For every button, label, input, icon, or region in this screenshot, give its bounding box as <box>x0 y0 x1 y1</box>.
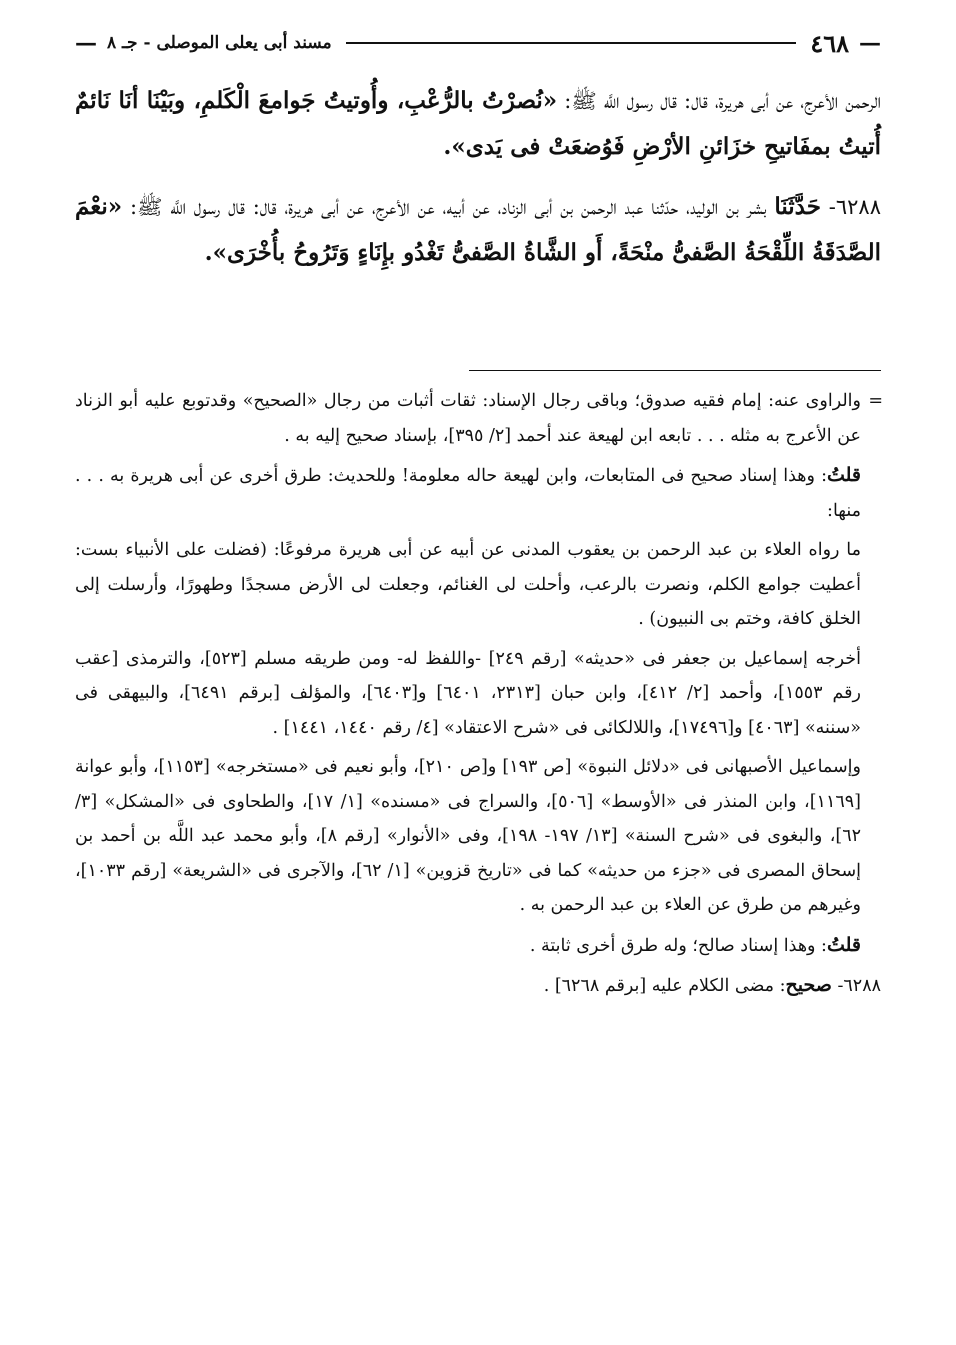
hadith-continuation-isnad: الرحمن الأعرج، عن أبى هريرة، قال: قال رسول اللَّه ﷺ: <box>557 89 881 113</box>
hadith-continuation-matn: «نُصرْتُ بالرُّعْبِ، وأُوتيتُ جَوامعَ الْكَلمِ، وبَيْنَا أنَا نَائمٌ أُتيتُ بمفَاتيحِ خزَائنِ الأرْضِ فَوُضعَتْ فى يَدى». <box>75 87 881 160</box>
footnote-paragraph: وإسماعيل الأصبهانى فى «دلائل النبوة» [ص ١٩٣] و[ص ٢١٠]، وأبو نعيم فى «مستخرجه» [١١٥٣]، وأبو عوانة [١١٦٩]، وابن المنذر فى «الأوسط» [٥٠٦]، والسراج فى «مسنده» [١/ ١٧]، والطحاوى فى «المشكل» [٣/ ٦٢]، والبغوى فى «شرح السنة» [١٣/ ١٩٧- ١٩٨]، وفى «الأنوار» [رقم ٨]، وأبو محمد عبد اللَّه بن أحمد بن إسحاق المصرى فى «جزء من حديثه» كما فى «تاريخ قزوين» [١/ ٦٢]، والآجرى فى «الشريعة» [رقم ١٠٣٣]، وغيرهم من طرق عن العلاء بن عبد الرحمن به . <box>75 757 861 915</box>
qultu-label: قلتُ <box>826 464 861 486</box>
footnote-qultu-1 <box>75 458 881 528</box>
header-dash-right: — <box>859 30 881 56</box>
hadith-number: ٦٢٨٨- <box>820 195 881 219</box>
footnotes <box>75 384 881 1009</box>
footnote-takhrij-1 <box>75 642 881 746</box>
footnote-paragraph: ما رواه العلاء بن عبد الرحمن بن يعقوب المدنى عن أبيه عن أبى هريرة مرفوعًا: (فضلت على الأنبياء بست: أعطيت جوامع الكلم، ونصرت بالرعب، وأحلت لى الغنائم، وجعلت لى الأرض مسجدًا وطهورًا، وأرسلت إلى الخلق كافة، وختم بى النبيون) . <box>75 540 861 629</box>
qultu-label: قلتُ <box>826 933 861 956</box>
footnote-paragraph: : مضى الكلام عليه [برقم ٦٢٦٨] . <box>543 976 786 996</box>
hadith-6288 <box>75 184 881 276</box>
running-header <box>75 28 881 58</box>
footnote-paragraph: : وهذا إسناد صحيح فى المتابعات، وابن لهيعة حاله معلومة! وللحديث: طرق أخرى عن أبى هريرة به . . . منها: <box>75 466 861 521</box>
footnote-paragraph: والراوى عنه: إمام فقيه صدوق؛ وباقى رجال الإسناد: ثقات أثبات من رجال «الصحيح» وقدتوبع عليه أبو الزناد عن الأعرج به مثله . . . تابعه ابن لهيعة عند أحمد [٢/ ٣٩٥]، بإسناد صحيح إليه به . <box>75 391 861 446</box>
hadith-isnad: بشر بن الوليد، حدّثنا عبد الرحمن بن أبى الزناد، عن أبيه، عن الأعرج، عن أبى هريرة، قال: قال رسول اللَّه ﷺ: <box>122 195 775 219</box>
header-dash-left: — <box>75 30 97 56</box>
footnote-riwaya <box>75 533 881 637</box>
page-number: ٤٦٨ <box>810 28 849 58</box>
grading-label: صحيح <box>785 974 832 996</box>
hadith-matn: «نعْمَ الصَّدَقَةُ اللِّقْحَةُ الصَّفىُّ منْحَةً، أَو الشَّاةُ الصَّفىُّ تَغْدُو بإِنَاءٍ وَتَرُوحُ بأُخْرَى». <box>75 193 881 266</box>
hadith-text <box>75 78 881 290</box>
footnote-paragraph: : وهذا إسناد صالح؛ وله طرق أخرى ثابتة . <box>529 935 827 956</box>
footnote-separator <box>469 370 881 371</box>
haddathana-word: حَدَّثَنَا <box>774 193 821 220</box>
footnote-paragraph: أخرجه إسماعيل بن جعفر فى «حديثه» [رقم ٢٤٩] -واللفظ له- ومن طريقه مسلم [٥٢٣]، والترمذى [عقب رقم ١٥٥٣]، وأحمد [٢/ ٤١٢]، وابن حبان [٢٣١٣، ٦٤٠١] و[٦٤٠٣]، والمؤلف [برقم ٦٤٩١]، والبيهقى فى «سننه» [٤٠٦٣] و[١٧٤٩٦]، واللالكائى فى «شرح الاعتقاد» [٤/ رقم ١٤٤٠، ١٤٤١] . <box>75 648 861 738</box>
footnote-grading-6288 <box>75 968 881 1004</box>
footnote-number: ٦٢٨٨- <box>831 976 881 996</box>
footnote-takhrij-2 <box>75 750 881 923</box>
hadith-continuation <box>75 78 881 170</box>
footnote-continuation <box>75 384 881 453</box>
footnote-qultu-2 <box>75 928 881 964</box>
book-title: مسند أبى يعلى الموصلى - جـ ٨ <box>107 33 332 53</box>
continuation-mark: = <box>868 391 883 411</box>
header-rule <box>346 42 797 44</box>
